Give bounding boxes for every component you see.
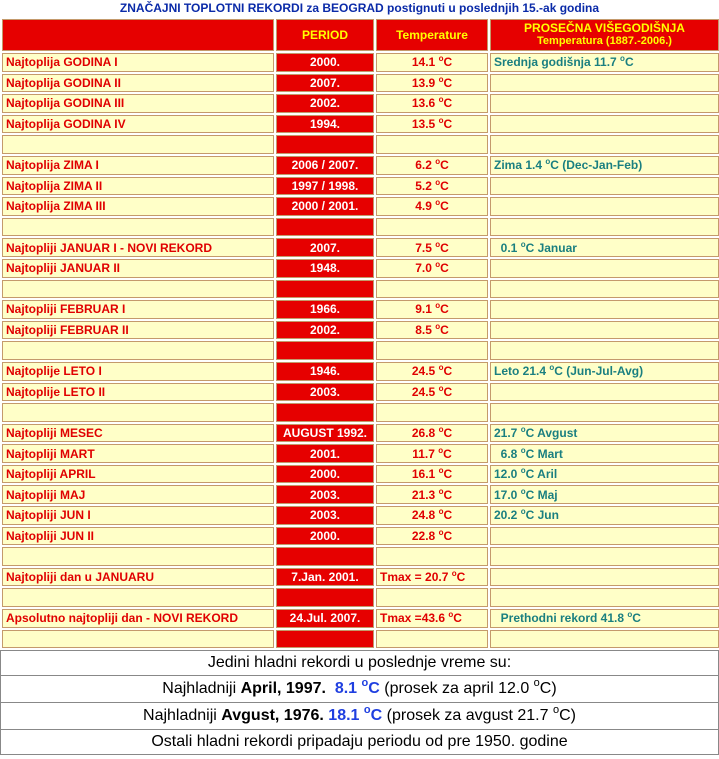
record-label: Najtoplije LETO I bbox=[2, 362, 274, 381]
record-label: Najtoplija GODINA I bbox=[2, 53, 274, 72]
record-label: Najtopliji JUN II bbox=[2, 527, 274, 546]
header-average-line1: PROSEČNA VIŠEGODIŠNJA bbox=[524, 21, 685, 35]
record-average bbox=[490, 74, 719, 93]
record-label: Najtoplija GODINA IV bbox=[2, 115, 274, 134]
record-average: 6.8 $^o$C Mart bbox=[490, 444, 719, 463]
record-period: 1946. bbox=[276, 362, 374, 381]
table-row bbox=[2, 238, 719, 257]
record-label: Najtopliji MESEC bbox=[2, 424, 274, 443]
record-period bbox=[276, 403, 374, 422]
cold-record-april-month: April, 1997. bbox=[240, 680, 326, 698]
record-period: 2002. bbox=[276, 94, 374, 113]
record-period: 1994. bbox=[276, 115, 374, 134]
page-title: ZNAČAJNI TOPLOTNI REKORDI za BEOGRAD postignuti u poslednjih 15.-ak godina bbox=[119, 1, 600, 15]
record-label: Najtoplija ZIMA III bbox=[2, 197, 274, 216]
record-average bbox=[490, 403, 719, 422]
record-temperature: 7.0 $^o$C bbox=[376, 259, 488, 278]
table-row bbox=[2, 53, 719, 72]
record-average bbox=[490, 527, 719, 546]
header-average bbox=[490, 19, 719, 51]
record-label bbox=[2, 547, 274, 566]
record-label bbox=[2, 135, 274, 154]
record-period: 2007. bbox=[276, 238, 374, 257]
header-temperature: Temperature bbox=[376, 19, 488, 51]
record-average bbox=[490, 259, 719, 278]
table-row bbox=[2, 383, 719, 402]
record-period: 2003. bbox=[276, 506, 374, 525]
record-temperature: Tmax = 20.7 $^o$C bbox=[376, 568, 488, 587]
cold-record-august-month: Avgust, 1976. bbox=[221, 707, 324, 725]
record-temperature bbox=[376, 341, 488, 360]
table-row bbox=[2, 321, 719, 340]
record-temperature bbox=[376, 403, 488, 422]
record-label: Najtoplija ZIMA I bbox=[2, 156, 274, 175]
record-period: 24.Jul. 2007. bbox=[276, 609, 374, 628]
table-row bbox=[2, 197, 719, 216]
record-period: 1997 / 1998. bbox=[276, 177, 374, 196]
record-label: Najtopliji FEBRUAR II bbox=[2, 321, 274, 340]
record-label: Najtoplija ZIMA II bbox=[2, 177, 274, 196]
record-label: Najtopliji JANUAR II bbox=[2, 259, 274, 278]
cold-records-note: Ostali hladni rekordi pripadaju periodu od pre 1950. godine bbox=[0, 730, 719, 755]
record-label: Najtoplija GODINA III bbox=[2, 94, 274, 113]
table-row bbox=[2, 177, 719, 196]
record-label bbox=[2, 630, 274, 649]
record-temperature: 13.6 $^o$C bbox=[376, 94, 488, 113]
record-period: 7.Jan. 2001. bbox=[276, 568, 374, 587]
record-average bbox=[490, 588, 719, 607]
record-temperature: 13.9 $^o$C bbox=[376, 74, 488, 93]
table-row bbox=[2, 506, 719, 525]
record-period: 2000. bbox=[276, 465, 374, 484]
record-temperature: 16.1 $^o$C bbox=[376, 465, 488, 484]
record-temperature: 9.1 $^o$C bbox=[376, 300, 488, 319]
record-average: 0.1 $^o$C Januar bbox=[490, 238, 719, 257]
table-row bbox=[2, 218, 719, 237]
record-temperature bbox=[376, 135, 488, 154]
record-average: Leto 21.4 $^o$C (Jun-Jul-Avg) bbox=[490, 362, 719, 381]
record-period bbox=[276, 630, 374, 649]
cold-records-intro: Jedini hladni rekordi u poslednje vreme su: bbox=[0, 651, 719, 676]
record-label bbox=[2, 218, 274, 237]
table-row bbox=[2, 135, 719, 154]
header-average-line2: Temperatura (1887.-2006.) bbox=[537, 35, 672, 47]
record-period: 2003. bbox=[276, 485, 374, 504]
table-row bbox=[2, 568, 719, 587]
record-temperature bbox=[376, 280, 488, 299]
record-temperature bbox=[376, 630, 488, 649]
record-temperature: 11.7 $^o$C bbox=[376, 444, 488, 463]
record-temperature bbox=[376, 218, 488, 237]
table-row bbox=[2, 424, 719, 443]
record-period: 2000 / 2001. bbox=[276, 197, 374, 216]
record-temperature: 24.5 $^o$C bbox=[376, 383, 488, 402]
table-row bbox=[2, 444, 719, 463]
record-label: Najtopliji APRIL bbox=[2, 465, 274, 484]
table-row bbox=[2, 547, 719, 566]
table-row bbox=[2, 527, 719, 546]
record-average: Prethodni rekord 41.8 $^o$C bbox=[490, 609, 719, 628]
record-average: 21.7 $^o$C Avgust bbox=[490, 424, 719, 443]
table-row bbox=[2, 630, 719, 649]
record-temperature: 6.2 $^o$C bbox=[376, 156, 488, 175]
record-average bbox=[490, 630, 719, 649]
record-label: Najtoplije LETO II bbox=[2, 383, 274, 402]
record-label: Najtopliji FEBRUAR I bbox=[2, 300, 274, 319]
record-period: 2000. bbox=[276, 53, 374, 72]
record-average: 20.2 $^o$C Jun bbox=[490, 506, 719, 525]
record-label: Najtopliji JANUAR I - NOVI REKORD bbox=[2, 238, 274, 257]
record-average bbox=[490, 218, 719, 237]
table-row bbox=[2, 609, 719, 628]
record-average: 12.0 $^o$C Aril bbox=[490, 465, 719, 484]
record-temperature: 7.5 $^o$C bbox=[376, 238, 488, 257]
table-row bbox=[2, 341, 719, 360]
record-period: 1966. bbox=[276, 300, 374, 319]
record-label: Najtoplija GODINA II bbox=[2, 74, 274, 93]
record-average bbox=[490, 568, 719, 587]
record-temperature: 21.3 $^o$C bbox=[376, 485, 488, 504]
record-label: Najtopliji JUN I bbox=[2, 506, 274, 525]
record-average bbox=[490, 197, 719, 216]
record-temperature: 13.5 $^o$C bbox=[376, 115, 488, 134]
table-row bbox=[2, 588, 719, 607]
table-row bbox=[2, 403, 719, 422]
record-temperature: 8.5 $^o$C bbox=[376, 321, 488, 340]
table-row bbox=[2, 156, 719, 175]
record-period: 2006 / 2007. bbox=[276, 156, 374, 175]
record-temperature: Tmax =43.6 $^o$C bbox=[376, 609, 488, 628]
record-average bbox=[490, 94, 719, 113]
record-temperature: 22.8 $^o$C bbox=[376, 527, 488, 546]
record-temperature: 26.8 $^o$C bbox=[376, 424, 488, 443]
record-temperature bbox=[376, 547, 488, 566]
record-period: AUGUST 1992. bbox=[276, 424, 374, 443]
record-label bbox=[2, 280, 274, 299]
record-average bbox=[490, 115, 719, 134]
record-label bbox=[2, 588, 274, 607]
record-period: 1948. bbox=[276, 259, 374, 278]
record-temperature bbox=[376, 588, 488, 607]
record-label: Apsolutno najtopliji dan - NOVI REKORD bbox=[2, 609, 274, 628]
record-temperature: 24.8 $^o$C bbox=[376, 506, 488, 525]
record-period: 2000. bbox=[276, 527, 374, 546]
table-header-row bbox=[2, 19, 719, 51]
record-period: 2003. bbox=[276, 383, 374, 402]
record-period bbox=[276, 341, 374, 360]
record-average bbox=[490, 300, 719, 319]
record-label: Najtopliji dan u JANUARU bbox=[2, 568, 274, 587]
table-row bbox=[2, 115, 719, 134]
cold-records-section bbox=[0, 650, 719, 755]
record-average bbox=[490, 177, 719, 196]
table-row bbox=[2, 300, 719, 319]
table-row bbox=[2, 74, 719, 93]
record-average bbox=[490, 321, 719, 340]
record-period: 2007. bbox=[276, 74, 374, 93]
table-row bbox=[2, 485, 719, 504]
record-label bbox=[2, 341, 274, 360]
record-average bbox=[490, 547, 719, 566]
record-period: 2002. bbox=[276, 321, 374, 340]
record-average: 17.0 $^o$C Maj bbox=[490, 485, 719, 504]
record-temperature: 4.9 $^o$C bbox=[376, 197, 488, 216]
records-table bbox=[0, 17, 719, 650]
record-average: Zima 1.4 $^o$C (Dec-Jan-Feb) bbox=[490, 156, 719, 175]
record-label: Najtopliji MART bbox=[2, 444, 274, 463]
record-average: Srednja godišnja 11.7 $^o$C bbox=[490, 53, 719, 72]
table-row bbox=[2, 259, 719, 278]
record-period: 2001. bbox=[276, 444, 374, 463]
record-temperature: 5.2 $^o$C bbox=[376, 177, 488, 196]
record-average bbox=[490, 341, 719, 360]
header-period: PERIOD bbox=[276, 19, 374, 51]
table-row bbox=[2, 362, 719, 381]
record-average bbox=[490, 280, 719, 299]
record-period bbox=[276, 280, 374, 299]
record-period bbox=[276, 218, 374, 237]
record-label bbox=[2, 403, 274, 422]
table-row bbox=[2, 465, 719, 484]
header-label bbox=[2, 19, 274, 51]
table-row bbox=[2, 94, 719, 113]
cold-record-april-value: 8.1 $^o$C bbox=[334, 677, 380, 698]
cold-record-august: Najhladniji Avgust, 1976. 18.1 $^o$C (prosek za avgust 21.7 $^o$C) bbox=[0, 703, 719, 730]
record-period bbox=[276, 588, 374, 607]
record-label: Najtopliji MAJ bbox=[2, 485, 274, 504]
cold-record-april: Najhladniji April, 1997. 8.1 $^o$C (prosek za april 12.0 $^o$C) bbox=[0, 676, 719, 703]
record-period bbox=[276, 135, 374, 154]
cold-record-august-value: 18.1 $^o$C bbox=[328, 704, 383, 725]
record-temperature: 14.1 $^o$C bbox=[376, 53, 488, 72]
record-period bbox=[276, 547, 374, 566]
record-average bbox=[490, 135, 719, 154]
record-temperature: 24.5 $^o$C bbox=[376, 362, 488, 381]
table-row bbox=[2, 280, 719, 299]
record-average bbox=[490, 383, 719, 402]
